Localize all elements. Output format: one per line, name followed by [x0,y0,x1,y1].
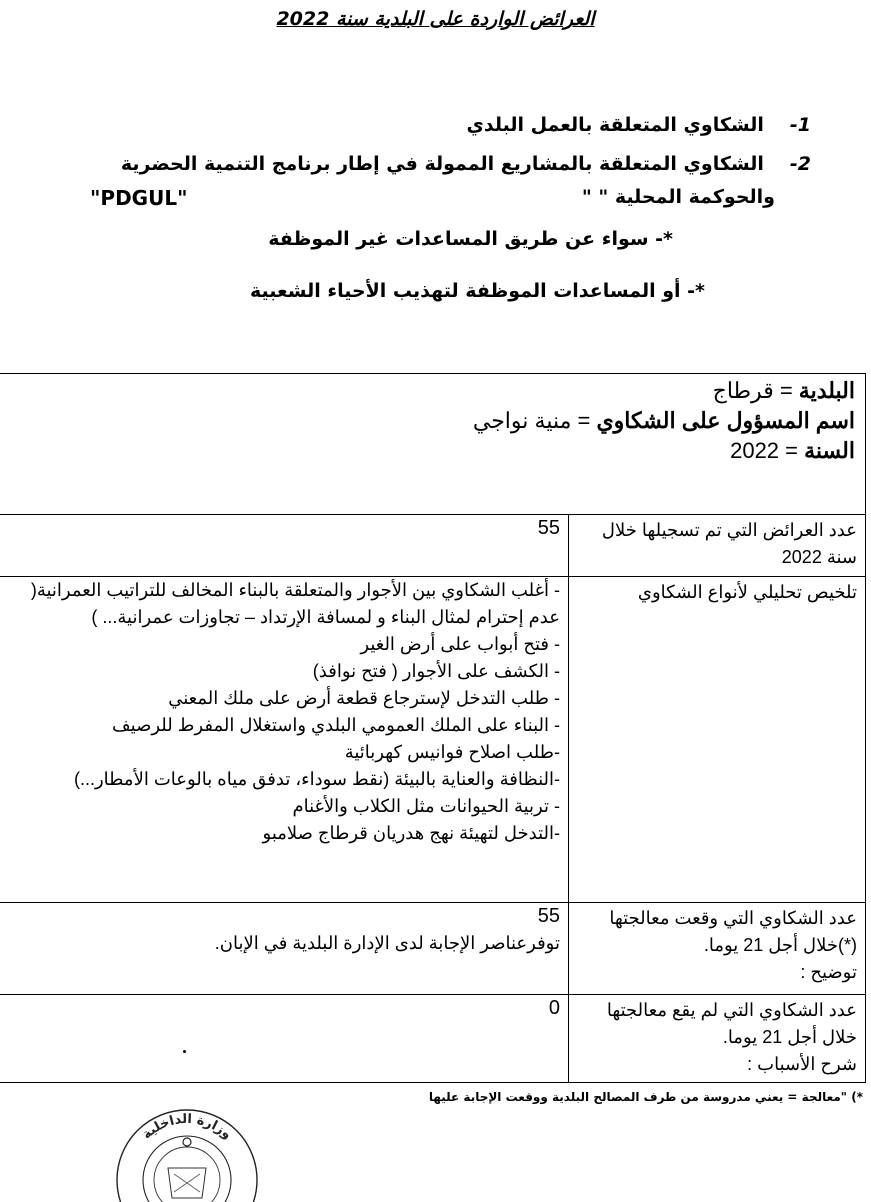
footnote: *) "معالجة = يعني مدروسة من طرف المصالح البلدية ووقعت الإجابة عليها [428,1090,863,1104]
unprocessed-label [569,995,866,1083]
heading-1-text: الشكاوي المتعلقة بالعمل البلدي [466,114,764,136]
processed-note-label: توضيح : [800,962,857,982]
officer-label: اسم المسؤول على الشكاوي [596,408,855,433]
summary-label: تلخيص تحليلي لأنواع الشكاوي [569,577,866,903]
table-row [0,515,866,577]
table-row [0,903,866,995]
sub-item-1: *- سواء عن طريق المساعدات غير الموظفة [268,228,673,250]
heading-2-text: الشكاوي المتعلقة بالمشاريع الممولة في إطار برنامج التنمية الحضرية [120,153,764,175]
summary-line-9: -التدخل لتهيئة نهج هدريان قرطاج صلامبو [262,823,560,843]
processed-note: توفرعناصر الإجابة لدى الإدارة البلدية في الإبان. [214,933,560,953]
processed-label [569,903,866,995]
registered-value [0,515,569,577]
sub-item-2: *- أو المساعدات الموظفة لتهذيب الأحياء الشعبية [250,280,705,302]
summary-line-6: -طلب اصلاح فوانيس كهربائية [344,742,560,762]
heading-2-number: 2- [789,153,811,175]
registered-count: 55 [537,517,560,539]
page-title: العرائض الواردة على البلدية سنة 2022 [276,8,595,30]
summary-line-2: - فتح أبواب على أرض الغير [360,634,560,654]
info-cell [0,374,866,515]
municipality-value: = قرطاج [712,378,799,403]
summary-line-4: - طلب التدخل لإسترجاع قطعة أرض على ملك المعني [168,688,560,708]
unprocessed-label-text: عدد الشكاوي التي لم يقع معالجتها خلال أجل 21 يوما. [606,1000,857,1047]
table-row [0,995,866,1083]
processed-count: 55 [537,905,560,927]
summary-line-1: - أغلب الشكاوي بين الأجوار والمتعلقة بالبناء المخالف للتراتيب العمرانية( عدم إحترام لمثال البناء و لمسافة الإرتداد – تجاوزات عمرانية... ) [30,580,560,627]
unprocessed-count: 0 [548,997,560,1019]
summary-value [0,577,569,903]
registered-label: عدد العرائض التي تم تسجيلها خلال سنة 2022 [569,515,866,577]
processed-label-text: عدد الشكاوي التي وقعت معالجتها (*)خلال أجل 21 يوما. [609,908,857,955]
year-value: = 2022 [730,438,805,463]
heading-2 [121,148,811,214]
program-acronym: "PDGUL" [90,186,188,210]
official-seal-icon [108,1080,266,1202]
summary-line-8: - تربية الحيوانات مثل الكلاب والأغنام [292,796,560,816]
complaints-table [0,373,866,1083]
heading-1 [466,114,811,136]
info-row [0,374,866,515]
municipality-label: البلدية [798,378,855,403]
heading-1-number: 1- [789,114,811,136]
summary-line-5: - البناء على الملك العمومي البلدي واستغلال المفرط للرصيف [112,715,560,735]
table-row [0,577,866,903]
unprocessed-value [0,995,569,1083]
officer-value: = منية نواجي [472,408,597,433]
year-label: السنة [804,438,855,463]
heading-2-continuation: والحوكمة المحلية " " [581,186,775,208]
summary-line-7: -النظافة والعناية بالبيئة (نقط سوداء، تدفق مياه بالوعات الأمطار...) [73,769,560,789]
processed-value [0,903,569,995]
summary-line-3: - الكشف على الأجوار ( فتح نوافذ) [312,661,560,681]
stray-dot [183,1050,186,1053]
unprocessed-note-label: شرح الأسباب : [747,1054,857,1074]
seal-text: وزارة الداخلية [139,1111,235,1143]
